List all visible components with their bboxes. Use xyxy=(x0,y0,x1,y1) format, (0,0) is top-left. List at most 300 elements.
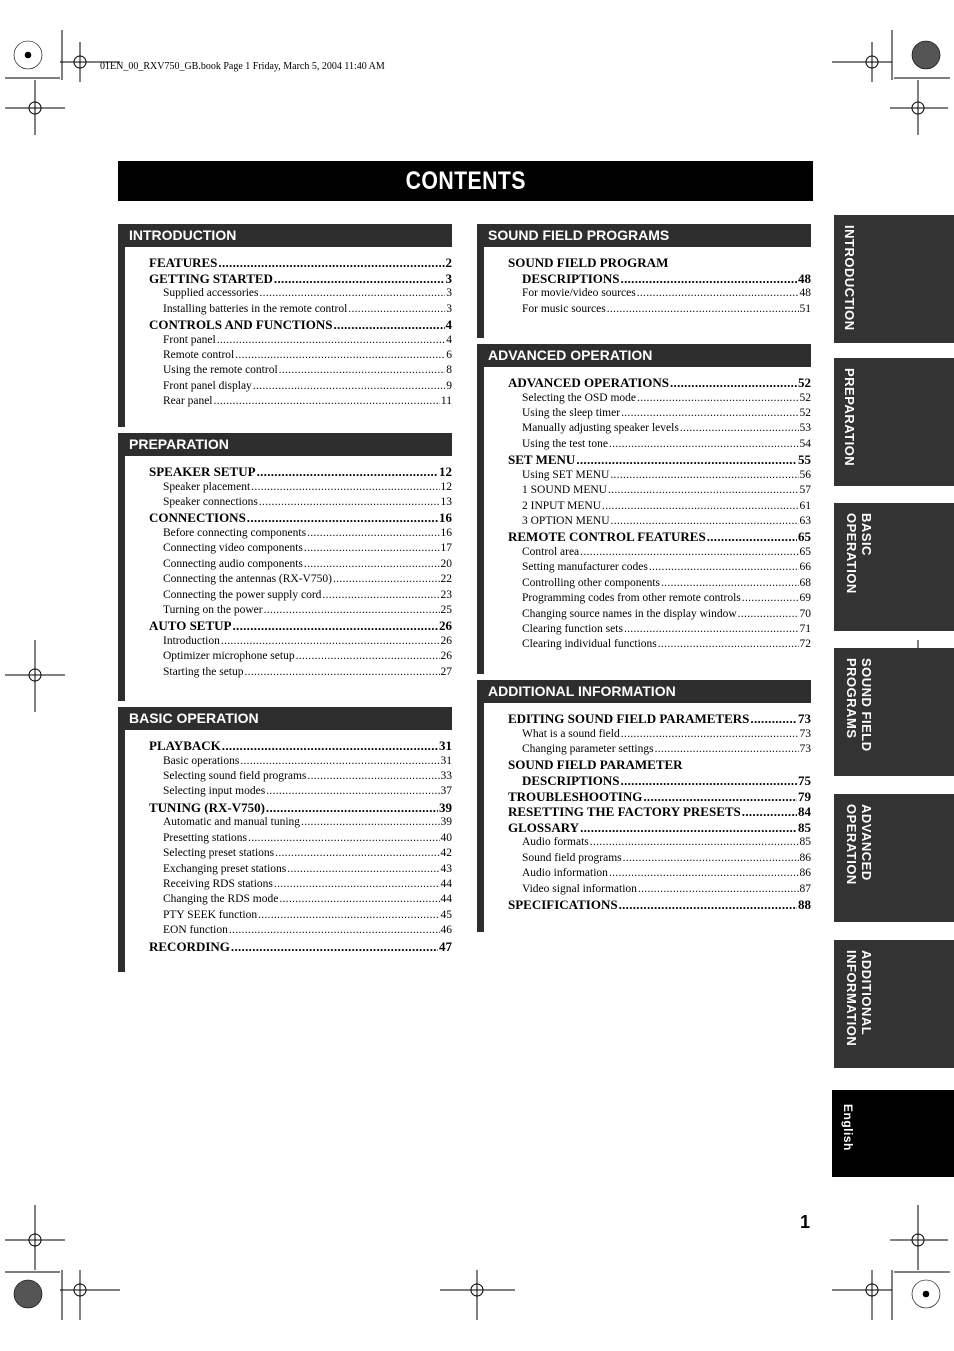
toc-topic-entry[interactable] xyxy=(125,754,452,769)
toc-topic-entry[interactable] xyxy=(125,634,452,649)
toc-leader-dots xyxy=(619,897,797,913)
toc-leader-dots xyxy=(258,908,439,923)
toc-page-number: 71 xyxy=(799,623,811,636)
toc-entry-title: SOUND FIELD PARAMETER xyxy=(508,757,683,773)
toc-entry-title: Control area xyxy=(522,546,580,559)
toc-page-number: 44 xyxy=(440,893,452,906)
toc-page-number: 3 xyxy=(445,270,452,286)
toc-page-number: 68 xyxy=(799,576,811,589)
toc-topic-entry[interactable] xyxy=(125,572,452,587)
toc-entry-title: TUNING (RX-V750) xyxy=(149,799,265,815)
toc-leader-dots xyxy=(274,877,440,892)
toc-entry-title: Sound field programs xyxy=(522,851,622,864)
toc-leader-dots xyxy=(235,348,445,363)
toc-leader-dots xyxy=(609,866,799,881)
toc-page-number: 20 xyxy=(440,557,452,570)
tab-label: SOUND FIELD PROGRAMS xyxy=(844,658,874,752)
toc-topic-entry[interactable] xyxy=(484,742,811,757)
side-tab-advanced-operation[interactable] xyxy=(834,794,954,922)
toc-page-number: 46 xyxy=(440,924,452,937)
toc-leader-dots xyxy=(307,769,439,784)
toc-entry-title: 3 OPTION MENU xyxy=(522,515,610,528)
toc-topic-entry[interactable] xyxy=(125,908,452,923)
toc-leader-dots xyxy=(655,742,799,757)
toc-leader-dots xyxy=(266,800,438,816)
toc-topic-entry[interactable] xyxy=(484,483,811,498)
toc-page-number: 72 xyxy=(799,638,811,651)
toc-entry-title: Speaker connections xyxy=(163,496,258,508)
toc-entry-title: For movie/video sources xyxy=(522,287,636,300)
toc-page-number: 26 xyxy=(439,618,452,634)
toc-chapter-entry[interactable] xyxy=(484,804,811,820)
toc-entry-title: PTY SEEK function xyxy=(163,908,258,921)
toc-page-number: 65 xyxy=(799,546,811,559)
toc-topic-entry[interactable] xyxy=(125,302,452,317)
toc-leader-dots xyxy=(621,727,799,742)
toc-entry-title: Using the test tone xyxy=(522,437,608,450)
toc-topic-entry[interactable] xyxy=(125,892,452,907)
toc-entry-title: Front panel display xyxy=(163,379,252,392)
toc-page-number: 85 xyxy=(798,819,811,835)
toc-page-number: 25 xyxy=(440,604,452,617)
toc-entry-title: Turning on the power xyxy=(163,604,263,617)
toc-leader-dots xyxy=(742,804,797,820)
toc-page-number: 88 xyxy=(798,897,811,912)
toc-entry-title: Changing source names in the display window xyxy=(522,607,737,620)
toc-entry-title: Introduction xyxy=(163,635,220,648)
toc-topic-entry[interactable] xyxy=(484,406,811,421)
toc-topic-entry[interactable] xyxy=(125,831,452,846)
toc-leader-dots xyxy=(222,738,438,754)
toc-page-number: 45 xyxy=(440,908,452,921)
toc-page-number: 17 xyxy=(440,542,452,555)
section-preparation xyxy=(118,433,452,701)
toc-entry-title: CONTROLS AND FUNCTIONS xyxy=(149,317,333,332)
toc-leader-dots xyxy=(624,622,799,637)
toc-leader-dots xyxy=(221,634,440,649)
toc-leader-dots xyxy=(260,286,446,301)
print-header: 01EN_00_RXV750_GB.book Page 1 Friday, March 5, 2004 11:40 AM xyxy=(100,61,385,72)
toc-leader-dots xyxy=(214,394,440,409)
toc-page-number: 39 xyxy=(439,799,452,815)
toc-chapter-entry[interactable] xyxy=(484,529,811,545)
toc-entry-title: Setting manufacturer codes xyxy=(522,561,648,574)
toc-page-number: 69 xyxy=(799,592,811,605)
toc-leader-dots xyxy=(304,541,440,556)
toc-entry-title: Programming codes from other remote controls xyxy=(522,592,741,605)
toc-topic-entry[interactable] xyxy=(125,588,452,603)
toc-entry-title: Optimizer microphone setup xyxy=(163,650,295,663)
toc-page-number: 85 xyxy=(799,836,811,849)
toc-topic-entry[interactable] xyxy=(125,480,452,495)
toc-entry-title: Changing the RDS mode xyxy=(163,893,279,906)
toc-page-number: 3 xyxy=(446,287,452,300)
toc-chapter-entry[interactable] xyxy=(125,464,452,480)
section-advanced-operation xyxy=(477,344,811,674)
toc-leader-dots xyxy=(296,649,440,664)
toc-chapter-entry[interactable] xyxy=(484,757,811,773)
toc-topic-entry[interactable] xyxy=(484,637,811,652)
toc-leader-dots xyxy=(576,452,797,468)
toc-topic-entry[interactable] xyxy=(484,835,811,850)
toc-chapter-entry[interactable] xyxy=(125,800,452,816)
section-heading: PREPARATION xyxy=(118,433,452,456)
toc-page-number: 66 xyxy=(799,561,811,574)
toc-leader-dots xyxy=(348,302,445,317)
toc-page-number: 65 xyxy=(798,529,811,545)
section-introduction xyxy=(118,224,452,427)
side-tab-preparation[interactable]: PREPARATION xyxy=(834,358,954,486)
toc-leader-dots xyxy=(229,923,440,938)
toc-entry-title: What is a sound field xyxy=(522,727,620,740)
toc-page-number: 6 xyxy=(446,349,452,361)
toc-entry-title: Selecting preset stations xyxy=(163,847,275,860)
side-tab-introduction[interactable]: INTRODUCTION xyxy=(834,215,954,343)
toc-entry-title: Front panel xyxy=(163,333,216,346)
toc-page-number: 54 xyxy=(799,437,811,450)
toc-topic-entry[interactable] xyxy=(484,421,811,436)
toc-leader-dots xyxy=(738,607,799,622)
toc-entry-title: Connecting the power supply cord xyxy=(163,588,322,601)
toc-entry-title: ADVANCED OPERATIONS xyxy=(508,375,669,390)
toc-leader-dots xyxy=(580,820,797,836)
toc-topic-entry[interactable] xyxy=(484,560,811,575)
toc-topic-entry[interactable] xyxy=(484,727,811,742)
toc-entry-title: Rear panel xyxy=(163,395,213,408)
toc-page-number: 73 xyxy=(798,711,811,726)
toc-entry-title: Speaker placement xyxy=(163,480,251,493)
toc-page-number: 43 xyxy=(440,862,452,875)
toc-leader-dots xyxy=(661,576,799,591)
toc-leader-dots xyxy=(307,526,439,541)
toc-leader-dots xyxy=(264,603,440,618)
toc-page-number: 2 xyxy=(445,255,452,270)
toc-leader-dots xyxy=(750,711,797,727)
toc-entry-title: Presetting stations xyxy=(163,831,248,844)
toc-entry-title: TROUBLESHOOTING xyxy=(508,788,643,804)
toc-page-number: 42 xyxy=(440,847,452,860)
toc-leader-dots xyxy=(275,846,439,861)
toc-topic-entry[interactable] xyxy=(484,468,811,483)
toc-leader-dots xyxy=(623,851,799,866)
toc-chapter-entry[interactable] xyxy=(484,255,811,271)
toc-entry-title: SPEAKER SETUP xyxy=(149,464,256,479)
toc-leader-dots xyxy=(259,495,440,510)
toc-leader-dots xyxy=(231,939,438,955)
toc-page-number: 57 xyxy=(799,484,811,497)
toc-entry-title: PLAYBACK xyxy=(149,738,221,753)
toc-entry-title: Connecting audio components xyxy=(163,557,303,570)
toc-topic-entry[interactable] xyxy=(484,302,811,317)
toc-leader-dots xyxy=(621,406,798,421)
tab-label: ADVANCED OPERATION xyxy=(844,804,874,885)
toc-chapter-entry[interactable] xyxy=(484,897,811,913)
section-heading: ADVANCED OPERATION xyxy=(477,344,811,367)
toc-entry-title: Controlling other components xyxy=(522,576,660,589)
toc-topic-entry[interactable] xyxy=(484,622,811,637)
side-tab-additional-information[interactable] xyxy=(834,940,954,1068)
toc-page-number: 86 xyxy=(799,851,811,864)
toc-entry-title: SPECIFICATIONS xyxy=(508,897,618,912)
toc-leader-dots xyxy=(274,271,445,287)
toc-chapter-entry[interactable] xyxy=(125,317,452,333)
toc-page-number: 31 xyxy=(439,738,452,753)
toc-topic-entry[interactable] xyxy=(484,437,811,452)
section-additional-information xyxy=(477,680,811,932)
toc-entry-title: Using SET MENU xyxy=(522,468,610,481)
toc-leader-dots xyxy=(609,437,799,452)
toc-topic-entry[interactable] xyxy=(484,576,811,591)
toc-leader-dots xyxy=(621,271,797,287)
toc-page-number: 63 xyxy=(799,515,811,528)
toc-leader-dots xyxy=(333,317,444,333)
side-tab-english[interactable]: English xyxy=(832,1090,954,1177)
toc-topic-entry[interactable] xyxy=(125,665,452,680)
toc-entry-title: Using the sleep timer xyxy=(522,407,621,419)
toc-page-number: 40 xyxy=(440,831,452,844)
tab-label: ADDITIONAL INFORMATION xyxy=(844,950,874,1047)
toc-topic-entry[interactable] xyxy=(125,541,452,556)
toc-entry-title: DESCRIPTIONS xyxy=(522,773,620,788)
section-basic-operation xyxy=(118,707,452,972)
toc-page-number: 48 xyxy=(799,287,811,300)
toc-chapter-entry[interactable] xyxy=(125,939,452,955)
toc-page-number: 33 xyxy=(440,770,452,782)
toc-leader-dots xyxy=(658,637,799,652)
toc-leader-dots xyxy=(333,572,440,587)
toc-topic-entry[interactable] xyxy=(125,769,452,784)
toc-page-number: 23 xyxy=(440,588,452,601)
toc-topic-entry[interactable] xyxy=(125,348,452,363)
toc-topic-entry[interactable] xyxy=(484,514,811,529)
toc-topic-entry[interactable] xyxy=(125,526,452,541)
toc-page-number: 56 xyxy=(799,468,811,481)
toc-page-number: 70 xyxy=(799,607,811,620)
toc-entry-title: Manually adjusting speaker levels xyxy=(522,422,679,435)
toc-entry-title: FEATURES xyxy=(149,255,218,270)
toc-topic-entry[interactable] xyxy=(484,545,811,560)
toc-page-number: 16 xyxy=(439,510,452,526)
toc-chapter-entry[interactable] xyxy=(125,271,452,287)
toc-entry-title: Supplied accessories xyxy=(163,287,259,300)
toc-page-number: 12 xyxy=(440,480,452,493)
toc-page-number: 4 xyxy=(445,317,452,332)
toc-leader-dots xyxy=(247,510,438,526)
toc-leader-dots xyxy=(251,480,439,495)
section-heading: SOUND FIELD PROGRAMS xyxy=(477,224,811,247)
toc-leader-dots xyxy=(742,591,799,606)
toc-entry-title: Remote control xyxy=(163,349,235,361)
toc-entry-title: EON function xyxy=(163,924,228,937)
toc-entry-title: Connecting the antennas (RX-V750) xyxy=(163,573,332,586)
toc-page-number: 87 xyxy=(799,882,811,895)
toc-page-number: 52 xyxy=(798,375,811,390)
toc-leader-dots xyxy=(266,784,439,799)
toc-entry-title: Exchanging preset stations xyxy=(163,862,287,875)
toc-entry-title: DESCRIPTIONS xyxy=(522,270,620,286)
toc-topic-entry[interactable] xyxy=(484,851,811,866)
section-heading: BASIC OPERATION xyxy=(118,707,452,730)
toc-topic-entry[interactable] xyxy=(484,286,811,301)
toc-leader-dots xyxy=(217,333,446,348)
toc-page-number: 53 xyxy=(799,422,811,435)
section-sound-field-programs xyxy=(477,224,811,338)
toc-leader-dots xyxy=(621,773,797,789)
toc-page-number: 61 xyxy=(799,499,811,512)
toc-page-number: 13 xyxy=(440,496,452,508)
toc-entry-title: EDITING SOUND FIELD PARAMETERS xyxy=(508,711,750,726)
toc-page-number: 9 xyxy=(446,379,452,392)
toc-page-number: 8 xyxy=(446,364,452,377)
toc-topic-entry[interactable] xyxy=(125,379,452,394)
toc-leader-dots xyxy=(680,421,799,436)
toc-entry-title: Audio information xyxy=(522,867,608,880)
toc-topic-entry[interactable] xyxy=(125,286,452,301)
toc-page-number: 16 xyxy=(440,527,452,539)
toc-entry-title: Installing batteries in the remote control xyxy=(163,302,348,315)
toc-leader-dots xyxy=(287,862,439,877)
toc-leader-dots xyxy=(248,831,439,846)
toc-page-number: 31 xyxy=(440,754,452,767)
toc-entry-title: Selecting sound field programs xyxy=(163,770,307,782)
toc-entry-title: GLOSSARY xyxy=(508,819,580,835)
toc-chapter-entry[interactable] xyxy=(484,789,811,805)
toc-leader-dots xyxy=(245,665,440,680)
toc-entry-title: Basic operations xyxy=(163,754,240,767)
toc-entry-title: Starting the setup xyxy=(163,665,244,678)
toc-topic-entry[interactable] xyxy=(125,363,452,378)
toc-leader-dots xyxy=(649,560,799,575)
toc-leader-dots xyxy=(611,514,799,529)
toc-chapter-entry[interactable] xyxy=(484,452,811,468)
toc-chapter-entry[interactable] xyxy=(484,773,811,789)
toc-leader-dots xyxy=(637,286,799,301)
toc-entry-title: Clearing individual functions xyxy=(522,638,657,651)
toc-chapter-entry[interactable] xyxy=(125,738,452,754)
toc-chapter-entry[interactable] xyxy=(484,820,811,836)
toc-topic-entry[interactable] xyxy=(125,603,452,618)
toc-leader-dots xyxy=(304,557,440,572)
toc-entry-title: Receiving RDS stations xyxy=(163,878,273,891)
side-tab-sound-field-programs[interactable] xyxy=(834,648,954,776)
toc-chapter-entry[interactable] xyxy=(125,510,452,526)
toc-leader-dots xyxy=(590,835,799,850)
toc-leader-dots xyxy=(253,379,445,394)
toc-page-number: 79 xyxy=(798,788,811,804)
toc-entry-title: REMOTE CONTROL FEATURES xyxy=(508,529,706,545)
tab-label: BASIC OPERATION xyxy=(844,513,874,594)
toc-entry-title: SOUND FIELD PROGRAM xyxy=(508,255,669,270)
toc-page-number: 3 xyxy=(446,302,452,315)
toc-page-number: 51 xyxy=(799,302,811,315)
toc-entry-title: AUTO SETUP xyxy=(149,618,232,634)
toc-page-number: 26 xyxy=(440,650,452,663)
toc-entry-title: Selecting input modes xyxy=(163,785,266,798)
page-title-bar xyxy=(118,161,813,201)
toc-entry-title: 1 SOUND MENU xyxy=(522,484,607,497)
toc-page-number: 73 xyxy=(799,743,811,755)
toc-topic-entry[interactable] xyxy=(484,591,811,606)
toc-topic-entry[interactable] xyxy=(125,862,452,877)
toc-page-number: 4 xyxy=(446,333,452,346)
toc-leader-dots xyxy=(610,468,798,483)
toc-chapter-entry[interactable] xyxy=(125,618,452,634)
toc-entry-title: Connecting video components xyxy=(163,542,303,555)
toc-entry-title: GETTING STARTED xyxy=(149,270,273,286)
toc-entry-title: SET MENU xyxy=(508,452,576,468)
toc-leader-dots xyxy=(218,255,444,271)
toc-entry-title: For music sources xyxy=(522,302,606,315)
toc-topic-entry[interactable] xyxy=(125,815,452,830)
toc-leader-dots xyxy=(232,618,438,634)
toc-entry-title: CONNECTIONS xyxy=(149,510,246,526)
toc-page-number: 44 xyxy=(440,878,452,891)
toc-topic-entry[interactable] xyxy=(125,495,452,510)
toc-chapter-entry[interactable] xyxy=(484,375,811,391)
toc-entry-title: Automatic and manual tuning xyxy=(163,816,301,829)
toc-topic-entry[interactable] xyxy=(125,877,452,892)
toc-page-number: 55 xyxy=(798,452,811,468)
toc-topic-entry[interactable] xyxy=(484,391,811,406)
toc-leader-dots xyxy=(602,499,798,514)
toc-leader-dots xyxy=(670,375,797,391)
toc-topic-entry[interactable] xyxy=(125,923,452,938)
page-title: CONTENTS xyxy=(405,166,526,195)
toc-leader-dots xyxy=(707,529,797,545)
toc-page-number: 48 xyxy=(798,270,811,286)
toc-chapter-entry[interactable] xyxy=(484,271,811,287)
toc-leader-dots xyxy=(322,588,439,603)
toc-entry-title: Video signal information xyxy=(522,882,637,895)
toc-entry-title: Clearing function sets xyxy=(522,623,623,636)
toc-topic-entry[interactable] xyxy=(125,557,452,572)
page-number: 1 xyxy=(800,1212,811,1232)
toc-page-number: 37 xyxy=(440,785,452,798)
toc-page-number: 12 xyxy=(439,464,452,479)
toc-topic-entry[interactable] xyxy=(484,882,811,897)
toc-topic-entry[interactable] xyxy=(125,784,452,799)
toc-topic-entry[interactable] xyxy=(484,607,811,622)
toc-page-number: 75 xyxy=(798,773,811,788)
toc-leader-dots xyxy=(279,892,439,907)
toc-leader-dots xyxy=(257,464,438,480)
toc-topic-entry[interactable] xyxy=(484,499,811,514)
toc-topic-entry[interactable] xyxy=(125,649,452,664)
toc-page-number: 52 xyxy=(799,391,811,404)
toc-topic-entry[interactable] xyxy=(484,866,811,881)
toc-chapter-entry[interactable] xyxy=(484,711,811,727)
toc-leader-dots xyxy=(279,363,446,378)
toc-leader-dots xyxy=(608,483,799,498)
toc-topic-entry[interactable] xyxy=(125,394,452,409)
side-tab-basic-operation[interactable] xyxy=(834,503,954,631)
toc-topic-entry[interactable] xyxy=(125,333,452,348)
toc-page-number: 86 xyxy=(799,867,811,880)
section-heading: INTRODUCTION xyxy=(118,224,452,247)
toc-leader-dots xyxy=(637,391,798,406)
toc-leader-dots xyxy=(643,789,797,805)
toc-leader-dots xyxy=(638,882,799,897)
toc-topic-entry[interactable] xyxy=(125,846,452,861)
toc-chapter-entry[interactable] xyxy=(125,255,452,271)
toc-page-number: 22 xyxy=(440,573,452,586)
toc-entry-title: RECORDING xyxy=(149,938,230,954)
toc-entry-title: Audio formats xyxy=(522,836,589,849)
toc-leader-dots xyxy=(607,302,799,317)
toc-leader-dots xyxy=(580,545,798,560)
toc-leader-dots xyxy=(301,815,439,830)
toc-page-number: 52 xyxy=(799,407,811,419)
